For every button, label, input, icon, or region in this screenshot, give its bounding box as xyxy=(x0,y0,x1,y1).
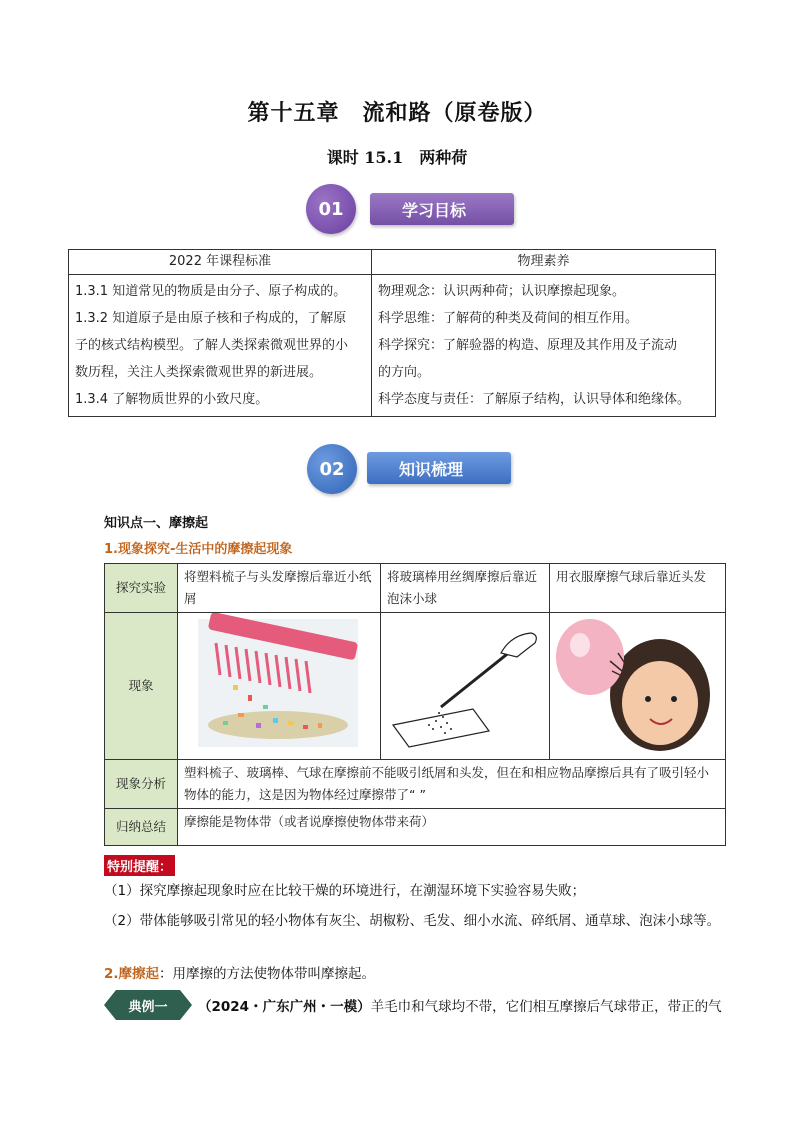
example-tag-label: 典例一 xyxy=(128,999,168,1015)
literacy-line: 科学探究：了解验器的构造、原理及其作用及子流动 xyxy=(378,338,678,353)
lesson-subtitle: 课时 15.1 两种荷 xyxy=(326,148,468,167)
analysis-cell: 塑料梳子、玻璃棒、气球在摩擦前不能吸引纸屑和头发，但在和相应物品摩擦后具有了吸引轻小物体的能力，这是因为物体经过摩擦带了“ ” xyxy=(178,760,726,809)
knowledge-point-title: 知识点一、摩擦起 xyxy=(104,516,209,531)
standard-line: 数历程，关注人类探索微观世界的新进展。 xyxy=(75,365,323,380)
section-01-number: 01 xyxy=(306,184,356,234)
experiment-cell: 将玻璃棒用丝绸摩擦后靠近泡沫小球 xyxy=(381,564,550,613)
experiment-cell: 将塑料梳子与头发摩擦后靠近小纸屑 xyxy=(178,564,381,613)
standard-line: 1.3.2 知道原子是由原子核和子构成的，了解原 xyxy=(75,311,347,326)
standard-line: 子的核式结构模型。了解人类探索微观世界的小 xyxy=(75,338,349,353)
subsection-2-label: 2.摩擦起 xyxy=(104,966,160,982)
example-question xyxy=(198,995,728,1015)
literacy-line: 科学思维：了解荷的种类及荷间的相互作用。 xyxy=(378,311,639,326)
note-1: （1）探究摩擦起现象时应在比较干燥的环境进行，在潮湿环境下实验容易失败； xyxy=(104,883,586,899)
example-source: （2024・广东广州・一模） xyxy=(198,999,371,1015)
example-tag xyxy=(104,990,192,1020)
literacy-line: 的方向。 xyxy=(378,365,431,380)
section-01-label: 学习目标 xyxy=(370,193,514,225)
special-reminder-label: 特别提醒： xyxy=(104,855,175,876)
glass-rod-illustration xyxy=(381,613,549,752)
goals-col2-header: 物理素养 xyxy=(372,250,716,275)
comb-image xyxy=(178,613,381,760)
row-header-analysis: 现象分析 xyxy=(105,760,178,809)
section-02-number: 02 xyxy=(307,444,357,494)
standard-line: 1.3.1 知道常见的物质是由分子、原子构成的。 xyxy=(75,284,347,299)
comb-paper-illustration xyxy=(178,613,368,752)
standard-line: 1.3.4 了解物质世界的小致尺度。 xyxy=(75,392,269,407)
literacy-line: 科学态度与责任：了解原子结构，认识导体和绝缘体。 xyxy=(378,392,691,407)
subsection-2-text: ：用摩擦的方法使物体带叫摩擦起。 xyxy=(159,966,376,982)
page-title: 第十五章 流和路（原卷版） xyxy=(247,100,547,126)
glass-rod-image xyxy=(381,613,550,760)
subsection-1-title: 1.现象探究-生活中的摩擦起现象 xyxy=(104,542,293,557)
summary-cell: 摩擦能是物体带（或者说摩擦使物体带来荷） xyxy=(178,809,726,846)
experiment-table xyxy=(104,563,726,846)
literacy-line: 物理观念：认识两种荷；认识摩擦起现象。 xyxy=(378,284,626,299)
goals-standards-cell xyxy=(69,275,372,417)
balloon-girl-illustration xyxy=(550,613,714,752)
balloon-hair-image xyxy=(550,613,726,760)
row-header-phenomenon: 现象 xyxy=(105,613,178,760)
goals-literacy-cell xyxy=(372,275,716,417)
example-text: 羊毛巾和气球均不带，它们相互摩擦后气球带正，带正的气 xyxy=(370,999,722,1015)
row-header-experiment: 探究实验 xyxy=(105,564,178,613)
goals-col1-header: 2022 年课程标准 xyxy=(69,250,372,275)
note-2: （2）带体能够吸引常见的轻小物体有灰尘、胡椒粉、毛发、细小水流、碎纸屑、通草球、泡沫小球等。 xyxy=(104,913,721,929)
row-header-summary: 归纳总结 xyxy=(105,809,178,846)
experiment-cell: 用衣服摩擦气球后靠近头发 xyxy=(550,564,726,613)
section-02-label: 知识梳理 xyxy=(367,452,511,484)
goals-table xyxy=(68,249,716,417)
subsection-2 xyxy=(104,963,375,985)
